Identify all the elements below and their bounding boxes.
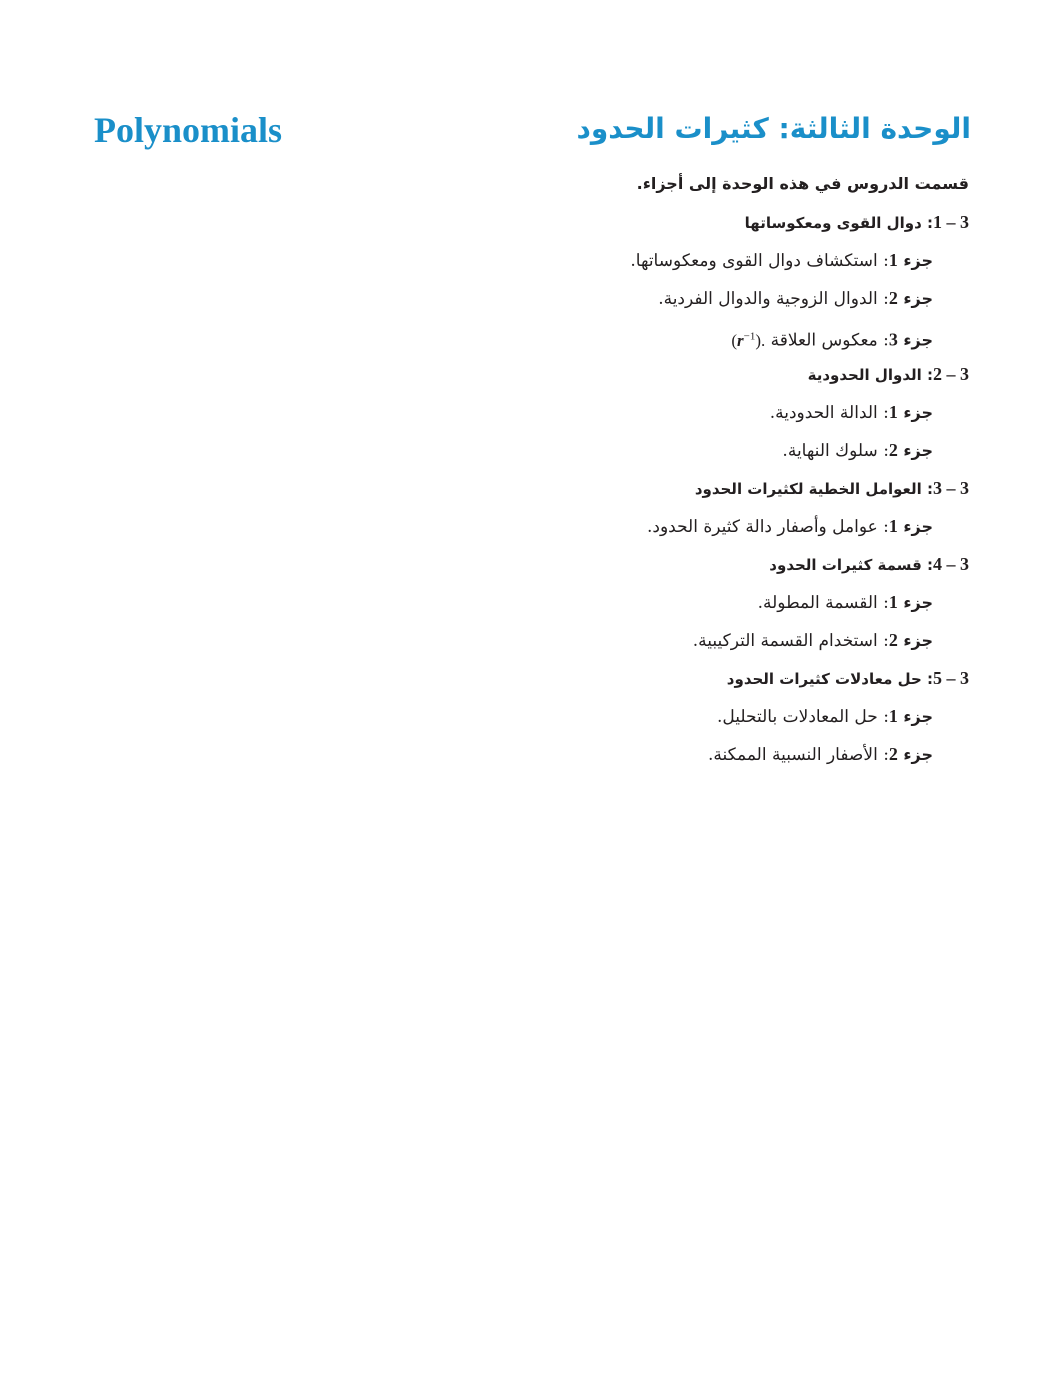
part-text: : القسمة المطولة.: [757, 593, 889, 613]
part-label: جزء: [903, 631, 933, 650]
part-number: 3: [888, 329, 898, 350]
lesson-number: 3 – 3: [933, 478, 969, 498]
part-number: 1: [888, 250, 898, 270]
unit-title-ar: الوحدة الثالثة: كثيرات الحدود: [576, 112, 971, 145]
part-number: 1: [888, 592, 898, 612]
part-label: جزء: [903, 517, 933, 536]
part-text: : معكوس العلاقة: [770, 330, 889, 351]
part-text: : استخدام القسمة التركيبية.: [692, 631, 889, 651]
part-text: : استكشاف دوال القوى ومعكوساتها.: [630, 251, 889, 271]
part-text: : عوامل وأصفار دالة كثيرة الحدود.: [646, 517, 889, 537]
part-text: : سلوك النهاية.: [782, 441, 889, 461]
part-number: 2: [888, 440, 898, 460]
part-number: 1: [888, 516, 898, 536]
part-label: جزء: [903, 441, 933, 460]
lesson-3-heading: [449, 472, 969, 510]
lesson-title: : العوامل الخطية لكثيرات الحدود: [694, 480, 933, 498]
lesson-title: : دوال القوى ومعكوساتها: [744, 214, 933, 232]
part-label: جزء: [903, 593, 933, 612]
lesson-title: : حل معادلات كثيرات الحدود: [726, 670, 933, 688]
part-label: جزء: [903, 403, 933, 422]
lesson-number: 5 – 3: [933, 668, 969, 688]
math-exponent: −1: [743, 330, 756, 342]
part-label: جزء: [903, 289, 933, 308]
lesson-4-part-2: [449, 624, 969, 662]
part-number: 2: [888, 630, 898, 650]
unit-title-en: Polynomials: [94, 110, 283, 150]
part-number: 2: [888, 288, 898, 308]
inverse-relation-math: $(r^{-1})$.: [731, 330, 766, 350]
lesson-5-part-1: [449, 700, 969, 738]
lesson-title: : الدوال الحدودية: [807, 366, 933, 384]
part-number: 2: [888, 744, 898, 764]
part-text: : الدالة الحدودية.: [769, 403, 889, 423]
lesson-outline: [449, 168, 969, 776]
lesson-number: 2 – 3: [933, 364, 969, 384]
lesson-number: 4 – 3: [933, 554, 969, 574]
lesson-2-heading: [449, 358, 969, 396]
lesson-title: : قسمة كثيرات الحدود: [769, 556, 933, 574]
math-base: r: [736, 330, 744, 350]
part-text: : حل المعادلات بالتحليل.: [716, 707, 889, 727]
lesson-1-part-2: [449, 282, 969, 320]
lesson-4-part-1: [449, 586, 969, 624]
lesson-2-part-1: [449, 396, 969, 434]
lesson-5-heading: [449, 662, 969, 700]
part-label: جزء: [903, 330, 933, 350]
outline-intro: قسمت الدروس في هذه الوحدة إلى أجزاء.: [636, 174, 969, 193]
part-label: جزء: [903, 251, 933, 270]
part-number: 1: [888, 706, 898, 726]
lesson-1-heading: [449, 206, 969, 244]
part-label: جزء: [903, 745, 933, 764]
lesson-1-part-1: [449, 244, 969, 282]
lesson-4-heading: [449, 548, 969, 586]
lesson-2-part-2: [449, 434, 969, 472]
part-text: : الأصفار النسبية الممكنة.: [707, 745, 889, 765]
lesson-3-part-1: [449, 510, 969, 548]
part-text: : الدوال الزوجية والدوال الفردية.: [658, 289, 889, 309]
part-label: جزء: [903, 707, 933, 726]
lesson-5-part-2: [449, 738, 969, 776]
lesson-1-part-3: [449, 320, 969, 358]
lesson-number: 1 – 3: [933, 212, 969, 232]
part-number: 1: [888, 402, 898, 422]
